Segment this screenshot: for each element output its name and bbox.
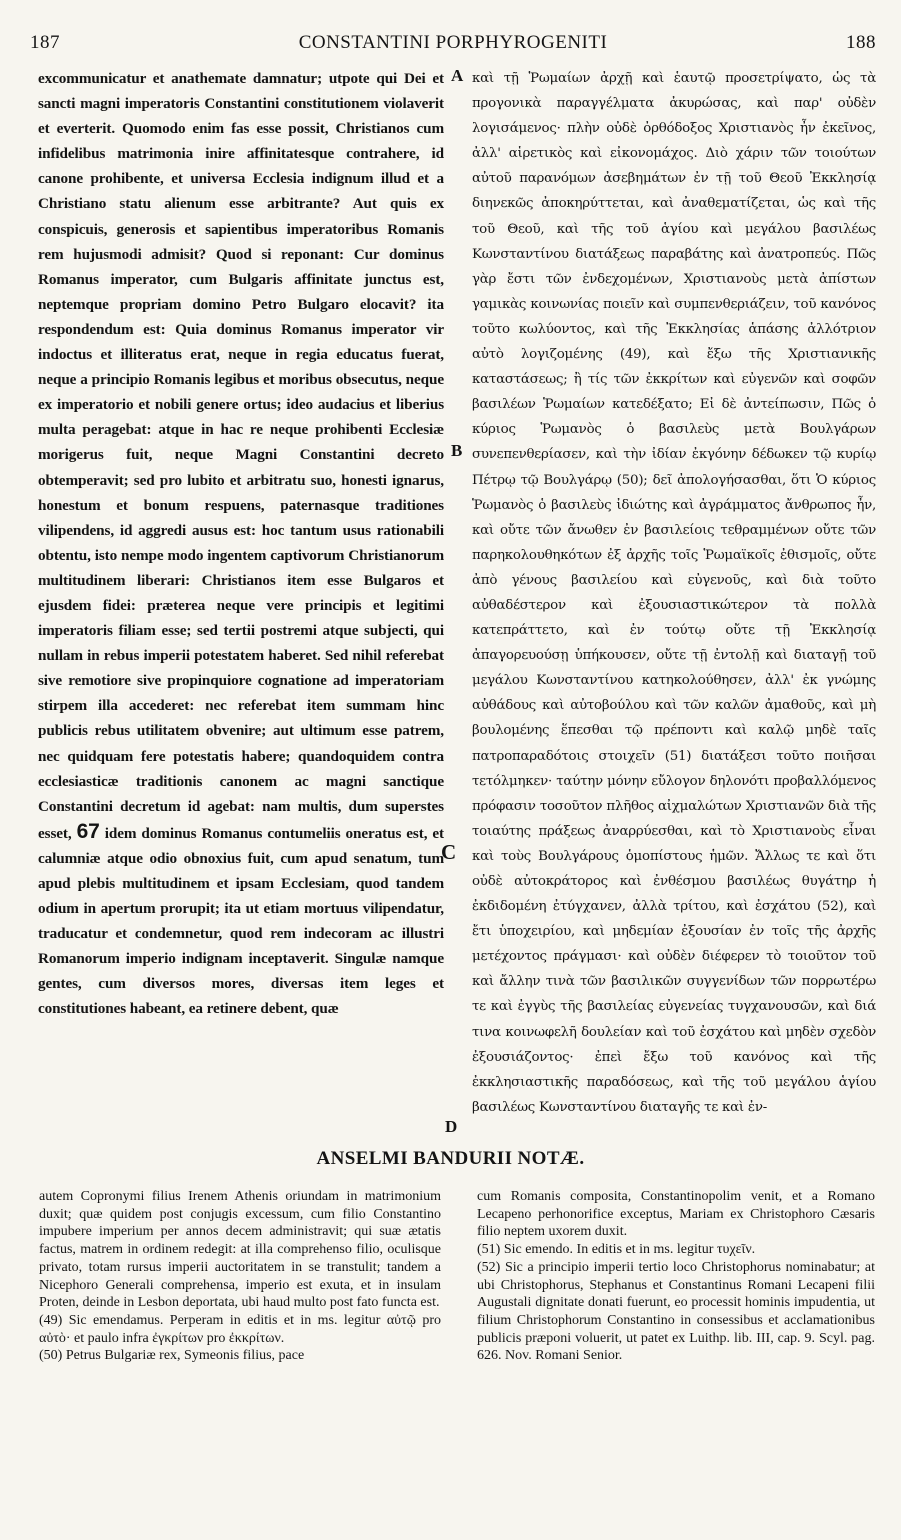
margin-letter-d: D <box>445 1117 458 1136</box>
notes-left-column: autem Copronymi filius Irenem Athenis oriundam in matrimonium duxit; quæ quidem post conjugis excessum, cum filio Constantino impubere imperium per annos decem administravit; qui suæ ætatis factus, matrem in ordinem redegit: at illa comprehenso filio, oculisque privato, totam rursus imperii auctoritatem in se transtulit; tandem a Nicephoro Generali comprehensa, imperio est exuta, et in insulam Proten, deinde in Lesbon deportata, ubi haud multo post fato functa est. (49) Sic emendamus. Perperam in editis et in ms. legitur αὐτῷ pro αὐτὸ· et paulo infra ἐγκρίτων pro ἐκκρίτων. (50) Petrus Bulgariæ rex, Symeonis filius, pace <box>39 1189 441 1364</box>
running-header <box>30 32 876 60</box>
page-number-right: 188 <box>846 32 876 53</box>
notes-heading: ANSELMI BANDURII NOTÆ. <box>316 1148 585 1169</box>
greek-column: καὶ τῇ Ῥωμαίων ἀρχῇ καὶ ἑαυτῷ προσετρίψατο, ὡς τὰ προγονικὰ παραγγέλματα ἀκυρώσας, καὶ παρ' οὐδὲν λογισάμενος· πλὴν οὐδὲ ὀρθόδοξος Χριστιανὸς ἦν ἐκεῖνος, ἀλλ' αἱρετικὸς καὶ εἰκονομάχος. Διὸ χάριν τῶν τοιούτων αὐτοῦ παρανόμων ἀσεβημάτων ἐν τῇ τοῦ Θεοῦ Ἐκκλησίᾳ διηνεκῶς ἀποκηρύττεται, καὶ ἀναθεματίζεται, ὡς καὶ τῆς τοῦ Θεοῦ, καὶ τῆς τοῦ ἁγίου καὶ μεγάλου βασιλέως Κωνσταντίνου διατάξεως παραβάτης καὶ ἀνατροπεύς. Πῶς γὰρ ἔστι τῶν ἐνδεχομένων, Χριστιανοὺς μετὰ ἀπίστων γαμικὰς κοινωνίας ποιεῖν καὶ συμπενθεριάζειν, τοῦ κανόνος τοῦτο κωλύοντος, καὶ τῆς Ἐκκλησίας ἁπάσης ἀλλότριον αὐτὸ λογιζομένης (49), καὶ ἔξω τῆς Χριστιανικῆς καταστάσεως; ἢ τίς τῶν ἐκκρίτων καὶ εὐγενῶν καὶ σοφῶν βασιλέων Ῥωμαίων κατεδέξατο; Εἰ δὲ ἀντείπωσιν, Πῶς ὁ κύριος Ῥωμανὸς ὁ βασιλεὺς μετὰ Βουλγάρων συνεπενθερίασεν, καὶ τὴν ἰδίαν ἐκγόνην δέδωκεν τῷ κυρίῳ Πέτρῳ τῷ Βουλγάρῳ (50); δεῖ ἀπολογήσασθαι, ὅτι Ὁ κύριος Ῥωμανὸς ὁ βασιλεὺς ἰδιώτης καὶ ἀγράμματος ἄνθρωπος ἦν, καὶ οὔτε τῶν ἄνωθεν ἐν βασιλείοις τεθραμμένων οὔτε τῶν παρηκολουθηκότων ἐξ ἀρχῆς τοῖς Ῥωμαϊκοῖς ἐθισμοῖς, οὔτε ἀπὸ γένους βασιλείου καὶ εὐγενοῦς, καὶ διὰ τοῦτο αὐθαδέστερον καὶ ἐξουσιαστικώτερον τὰ πολλὰ κατεπράττετο, καὶ ἐν τούτῳ οὔτε τῇ Ἐκκλησίᾳ ἀπαγορευούσῃ ὑπήκουσεν, οὔτε τῇ ἐντολῇ καὶ διαταγῇ τοῦ μεγάλου Κωνσταντίνου κατηκολούθησεν, ἀλλ' ἐκ γνώμης αὐθάδους καὶ αὐτοβούλου καὶ τῶν καλῶν ἀμαθοῦς, καὶ μὴ βουλομένης ἕπεσθαι τῷ πρέποντι καὶ καλῷ μηδὲ ταῖς πατροπαραδότοις στοιχεῖν (51) διατάξεσι τοῦτο ποιῆσαι τετόλμηκεν· ταύτην μόνην εὔλογον δηλονότι προβαλλόμενος πρόφασιν τοσοῦτον πλῆθος αἰχμαλώτων Χριστιανῶν διὰ τῆς τοιαύτης πράξεως ἀναρρύεσθαι, καὶ τὸ Χριστιανοὺς εἶναι καὶ τοὺς Βουλγάρους ὁμοπίστους ἡμῶν. Ἄλλως τε καὶ ὅτι οὐδὲ αὐτοκράτορος καὶ ἐνθέσμου βασιλέως θυγάτηρ ἡ ἐκδιδομένη ἐτύγχανεν, ἀλλὰ τρίτου, καὶ ἐσχάτου (52), καὶ ἔτι ὑποχειρίου, καὶ μηδεμίαν ἐξουσίαν ἐν τοῖς τῆς ἀρχῆς μετέχοντος πράγμασι· καὶ οὐδὲν διέφερεν τὸ τοιοῦτον τοῦ καὶ ἄλλην τινὰ τῶν βασιλικῶν συγγενίδων τῶν πορρωτέρω τε καὶ ἐγγὺς τῆς βασιλείας εὐγενείας τυγχανουσῶν, καὶ διά τινα κοινωφελῆ δουλείαν καὶ τοῦ ἐσχάτου καὶ μηδὲν σχεδὸν ἐξουσιάζοντος· ἐπεὶ ἔξω τοῦ κανόνος καὶ τῆς ἐκκλησιαστικῆς παραδόσεως, καὶ τῆς τοῦ μεγάλου ἁγίου βασιλέως Κωνσταντίνου διαταγῆς τε καὶ ἐν- <box>472 71 876 1115</box>
latin-column <box>38 66 444 1022</box>
margin-letter-b: B <box>451 441 463 460</box>
margin-letter-c: C <box>441 840 457 864</box>
page-number-left: 187 <box>30 32 60 53</box>
old-page-marker: 67 <box>76 819 100 843</box>
running-title: CONSTANTINI PORPHYROGENITI <box>298 32 608 53</box>
latin-text-part-2: idem dominus Romanus contumeliis oneratus est, et calumniæ atque odio obnoxius fuit, cum apud senatum, tum apud plebis multitudinem et ipsam Ecclesiam, quod tandem odium in apertum prorupit; ita ut etiam mortuus vilipendatur, traducatur et condemnetur, quod rem indecoram ac illustri Romanorum imperio indignam inceptaverit. Singulæ namque gentes, cum diversos mores, diversas item leges et constitutiones habeant, ea retinere debent, quæ <box>38 824 444 1018</box>
margin-letter-a: A <box>451 66 464 85</box>
latin-text-part-1: excommunicatur et anathemate damnatur; utpote qui Dei et sancti magni imperatoris Constantini constitutionem violaverit et everterit. Quomodo enim fas esse possit, Christianos cum infidelibus matrimonia inire affinitatesque contrahere, id canone prohibente, et universa Ecclesia indignum illud et a Christiano statu alienum esse arbitrante? Aut quis ex conspicuis, generosis et sapientibus imperatoribus Romanis rem hujusmodi admisit? Quod si reponant: Cur dominus Romanus imperator, cum Bulgaris affinitate junctus est, neptemque propriam domino Petro Bulgaro elocavit? ita respondendum est: Quia dominus Romanus imperator vir indoctus et illiteratus erat, neque in regia educatus fuerat, neque a principio Romanis legibus et moribus obsecutus, neque ex imperatorio et nobili genere ortus; ideo audacius et liberius multa peragebat: atque in hac re neque prohibenti Ecclesiæ morigerus fuit, neque Magni Constantini decreto obtemperavit; sed pro lubito et arbitratu suo, honesti ignarus, honestum et bonum respuens, paternasque traditiones vilipendens, id aggredi ausus est: hoc tantum usus rationabili obtentu, isto nempe modo ingentem captivorum Christianorum multitudinem liberari: Christianos item esse Bulgaros et ejusdem fidei: præterea neque vere principis et legitimi imperatoris filiam esse; sed tertii postremi atque subjecti, qui nullam in rebus imperii potestatem haberet. Sed nihil referebat sive remotiore sive propinquiore cognatione ad imperatoriam stirpem illa accederet: nec referebat item summam hinc publicis rebus utilitatem obvenire; aut ultimum esse patrem, nec quidquam fere potestatis habere; quandoquidem contra ecclesiasticæ traditionis canonem ac magni sanctique Constantini decretum id agebat: nam multis, dum superstes esset, <box>38 70 444 842</box>
notes-right-column: cum Romanis composita, Constantinopolim venit, et a Romano Lecapeno perhonorifice exceptus, Mariam ex Christophoro Cæsaris filio neptem uxorem duxit. (51) Sic emendo. In editis et in ms. legitur τυχεῖν. (52) Sic a principio imperii tertio loco Christophorus nominabatur; at ubi Christophorus, Stephanus et Constantinus Romani Lecapeni filii Augustali dignitate donati fuerunt, eo processit hominis impudentia, ut filium Christophorum Constantino in consessibus et acclamationibus publicis præponi voluerit, ut patet ex Luithp. lib. III, cap. 9. Scyl. pag. 626. Nov. Romani Senior. <box>477 1189 875 1364</box>
